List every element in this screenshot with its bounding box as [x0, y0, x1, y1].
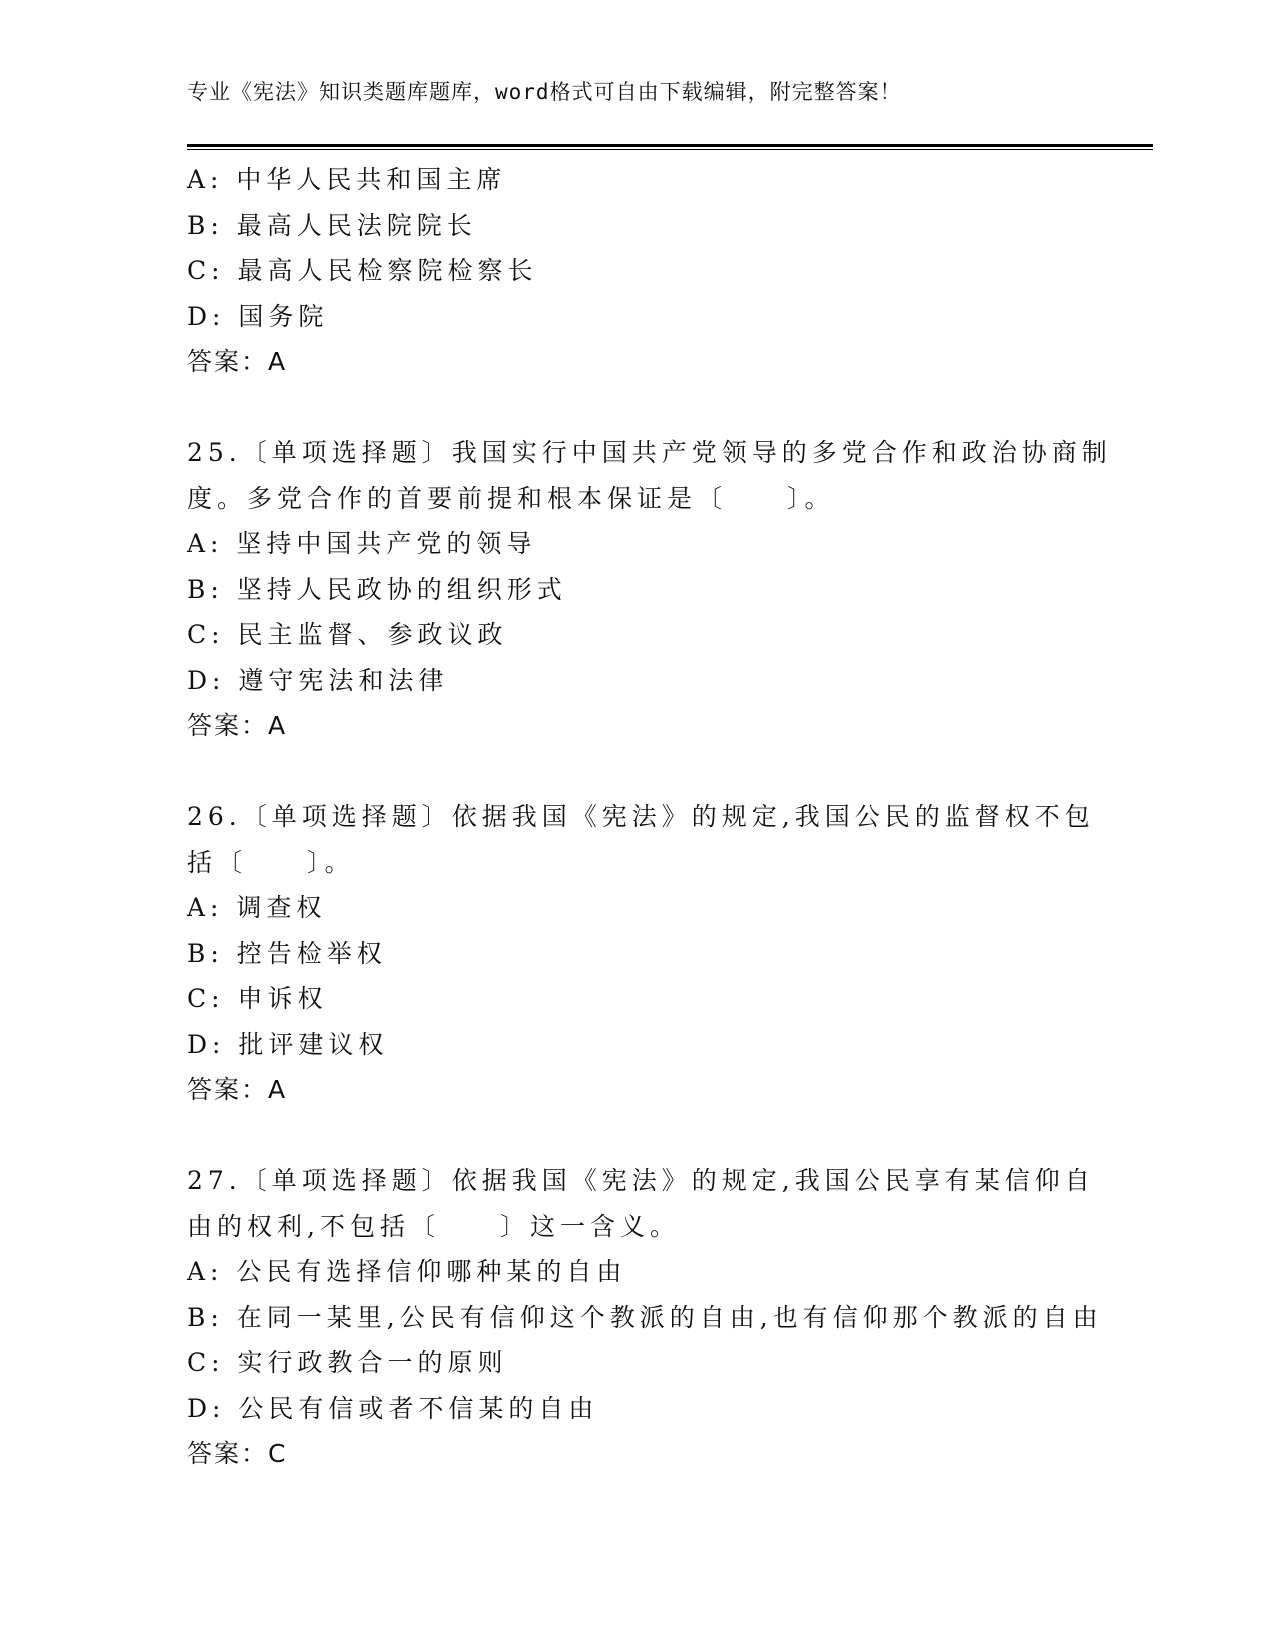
option-b: B: 坚持人民政协的组织形式	[187, 574, 567, 604]
header-rule-thick	[187, 144, 1153, 147]
spacer	[187, 749, 1087, 795]
option-d: D: 遵守宪法和法律	[187, 665, 449, 695]
question-25	[187, 430, 1112, 749]
answer: 答案：C	[187, 1439, 288, 1468]
answer: 答案：A	[187, 711, 288, 740]
option-a: A: 公民有选择信仰哪种某的自由	[187, 1257, 627, 1286]
spacer	[187, 1113, 1087, 1159]
question-content	[187, 157, 1112, 1477]
option-c: C: 最高人民检察院检察长	[187, 256, 538, 285]
question-stem-line: 27.〔单项选择题〕依据我国《宪法》的规定,我国公民享有某信仰自	[187, 1166, 1095, 1195]
question-stem-line: 由的权利,不包括〔 〕这一含义。	[187, 1211, 680, 1241]
page-header: 专业《宪法》知识类题库题库，word格式可自由下载编辑，附完整答案！	[187, 80, 902, 104]
option-b: B: 最高人民法院院长	[187, 210, 477, 240]
question-stem-line: 25.〔单项选择题〕我国实行中国共产党领导的多党合作和政治协商制	[187, 438, 1112, 467]
option-a: A: 中华人民共和国主席	[187, 165, 507, 194]
option-a: A: 调查权	[187, 893, 327, 922]
question-27	[187, 1158, 1103, 1477]
question-stem-line: 度。多党合作的首要前提和根本保证是〔 〕。	[187, 483, 835, 513]
option-d: D: 批评建议权	[187, 1029, 389, 1059]
answer: 答案：A	[187, 1075, 288, 1104]
answer: 答案：A	[187, 347, 288, 376]
spacer	[187, 385, 1087, 431]
header-rule-thin	[187, 149, 1153, 150]
option-d: D: 公民有信或者不信某的自由	[187, 1393, 599, 1423]
option-c: C: 实行政教合一的原则	[187, 1348, 508, 1377]
question-24-partial	[187, 157, 1087, 385]
option-a: A: 坚持中国共产党的领导	[187, 529, 537, 558]
question-26	[187, 794, 1095, 1113]
option-b: B: 在同一某里,公民有信仰这个教派的自由,也有信仰那个教派的自由	[187, 1302, 1103, 1332]
option-b: B: 控告检举权	[187, 938, 387, 968]
question-stem-line: 括〔 〕。	[187, 847, 355, 877]
option-c: C: 申诉权	[187, 984, 328, 1013]
option-d: D: 国务院	[187, 301, 329, 331]
question-stem-line: 26.〔单项选择题〕依据我国《宪法》的规定,我国公民的监督权不包	[187, 802, 1095, 831]
option-c: C: 民主监督、参政议政	[187, 620, 508, 649]
